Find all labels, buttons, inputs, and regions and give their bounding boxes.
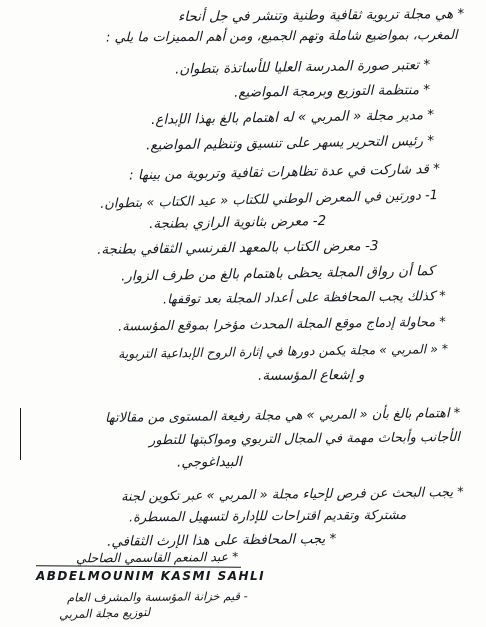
text-line-10: 3- معرض الكتاب بالمعهد الفرنسي الثقافي بطنجة. [96, 238, 379, 258]
signature-underline [36, 565, 241, 567]
signature-role-line-1: - قيم خزانة المؤسسة والمشرف العام [67, 589, 249, 605]
text-line-18: البيداغوجي. [177, 454, 243, 471]
margin-bracket [20, 408, 21, 460]
text-line-5: * مدير مجلة « المربي » له اهتمام بالغ بهذا الإبداع. [150, 107, 435, 128]
signature-role-line-2: لتوزيع مجلة المربي [58, 605, 151, 622]
text-line-4: * منتظمة التوزيع وبرمجة المواضيع. [233, 82, 431, 101]
text-line-2: المغرب، بمواضيع شاملة وتهم الجميع، ومن أهم المميزات ما يلي : [106, 28, 459, 46]
signature-name-arabic: * عبد المنعم القاسمي الصاحلي [75, 549, 239, 566]
text-line-17: الأجانب وأبحاث مهمة في المجال التربوي ومواكبتها للتطور [149, 430, 461, 449]
text-line-7: * قد شاركت في عدة تظاهرات ثقافية وتربوية من بينها : [128, 161, 441, 184]
text-line-15: و إشعاع المؤسسة. [257, 367, 365, 384]
text-line-11: كما أن رواق المجلة يحظى باهتمام بالغ من طرف الزوار. [120, 263, 435, 285]
text-line-9: 2- معرض بثانوية الرازي بطنجة. [148, 213, 327, 233]
text-line-13: * محاولة إدماج موقع المجلة المحدث مؤخرا بموقع المؤسسة. [118, 315, 447, 335]
text-line-19: * يجب البحث عن فرص لإحياء مجلة « المربي » عبر تكوين لجنة [121, 485, 465, 505]
text-line-16: * اهتمام بالغ بأن « المربي » هي مجلة رفيعة المستوى من مقالاتها [104, 406, 461, 426]
text-line-14: * « المربي » مجلة يكمن دورها في إثارة الروح الإبداعية التربوية [117, 341, 449, 362]
text-line-12: * كذلك يجب المحافظة على أعداد المجلة بعد توقفها. [163, 289, 447, 308]
text-line-21: * يجب المحافظة على هذا الإرث الثقافي. [106, 531, 337, 550]
text-line-3: * تعتبر صورة المدرسة العليا للأساتذة بتطوان. [174, 57, 431, 78]
text-line-6: * رئيس التحرير يسهر على تنسيق وتنظيم المواضيع. [145, 133, 435, 154]
text-line-20: مشتركة وتقديم اقتراحات للإدارة لتسهيل المسطرة. [128, 508, 407, 526]
text-line-1: * هي مجلة تربوية ثقافية وطنية وتنشر في جل أنحاء [177, 6, 465, 25]
text-line-8: 1- دورتين في المعرض الوطني للكتاب « عيد الكتاب » بتطوان. [99, 188, 439, 212]
signature-name-latin: ABDELMOUNIM KASMI SAHLI [36, 569, 266, 583]
